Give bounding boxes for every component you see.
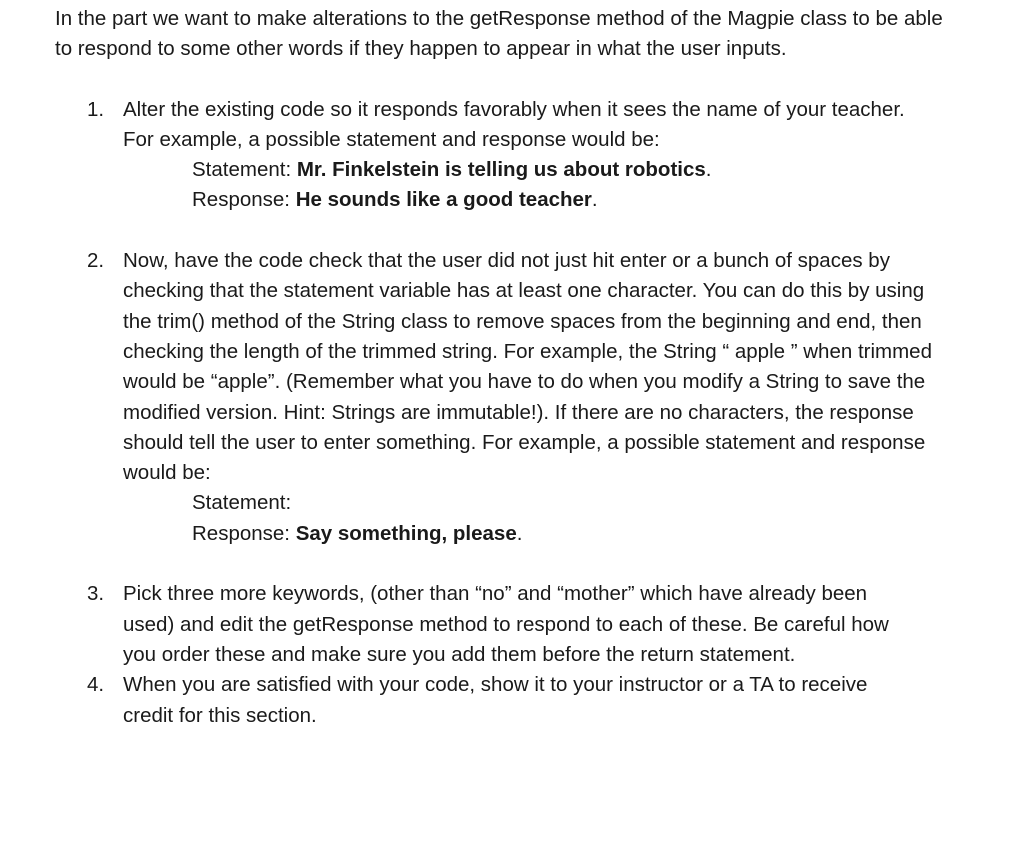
list-number: 4. xyxy=(87,673,105,697)
instruction-list xyxy=(55,95,955,731)
list-item-2 xyxy=(55,246,957,579)
response-period: . xyxy=(591,188,598,212)
item-text: Now, have the code check that the user did not just hit enter or a bunch of spaces by checking that the statement variable has at least one character. You can do this by using the trim() method of the String class to remove spaces from the beginning and end, then checking the length of the trimmed string. For example, the String “ apple ” when trimmed would be “apple”. (Remember what you have to do when you modify a String to save the modified version. Hint: Strings are immutable!). If there are no characters, the response should tell the user to enter something. For example, a possible statement and response would be: xyxy=(123,249,932,485)
list-item-3 xyxy=(55,579,923,670)
document-page xyxy=(55,4,955,731)
statement-label: Statement: xyxy=(192,491,292,515)
response-line xyxy=(192,519,957,549)
intro-paragraph: In the part we want to make alterations to the getResponse method of the Magpie class to be able to respond to some other words if they happen to appear in what the user inputs. xyxy=(55,7,943,61)
response-line xyxy=(192,185,923,215)
statement-value: Mr. Finkelstein is telling us about robotics xyxy=(296,158,706,182)
statement-period: . xyxy=(705,158,712,182)
response-value: He sounds like a good teacher xyxy=(295,188,592,212)
item-text: Alter the existing code so it responds favorably when it sees the name of your teacher. For example, a possible statement and response would be: xyxy=(123,97,905,151)
response-value: Say something, please xyxy=(295,521,517,545)
list-item-1 xyxy=(55,95,923,246)
statement-line xyxy=(192,155,923,185)
item-text: When you are satisfied with your code, show it to your instructor or a TA to receive credit for this section. xyxy=(123,673,868,727)
list-number: 3. xyxy=(87,582,105,606)
statement-label: Statement: xyxy=(192,158,297,182)
example-block xyxy=(123,155,923,216)
response-label: Response: xyxy=(192,188,296,212)
statement-line xyxy=(192,488,957,518)
response-period: . xyxy=(516,521,523,545)
item-text: Pick three more keywords, (other than “no” and “mother” which have already been used) and edit the getResponse method to respond to each of these. Be careful how you order these and make sure you add them before the return statement. xyxy=(123,582,889,666)
response-label: Response: xyxy=(192,521,296,545)
example-block xyxy=(123,488,957,549)
list-number: 2. xyxy=(87,249,105,273)
list-number: 1. xyxy=(87,97,105,121)
list-item-4 xyxy=(55,670,923,731)
